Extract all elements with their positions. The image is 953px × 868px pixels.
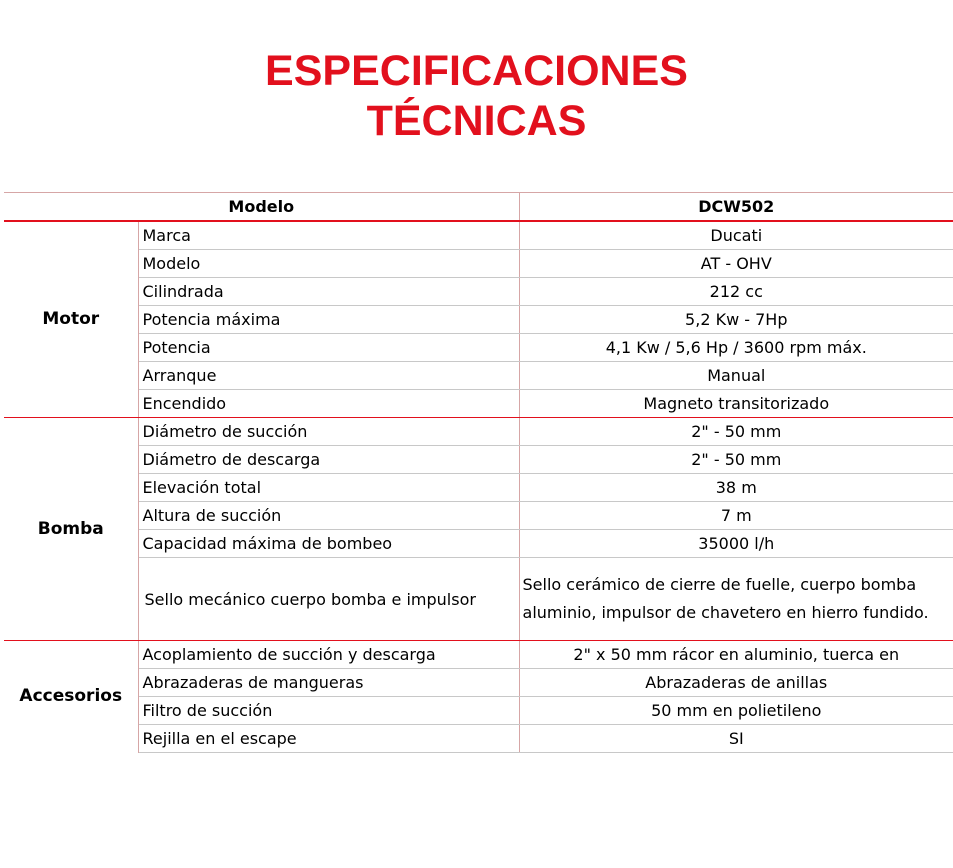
- spec-attribute: Marca: [138, 221, 519, 250]
- spec-attribute: Altura de succión: [138, 502, 519, 530]
- spec-value: 7 m: [519, 502, 953, 530]
- specifications-table: [4, 192, 953, 753]
- table-row: [4, 334, 953, 362]
- group-label-accesorios: Accesorios: [4, 641, 138, 753]
- spec-attribute: Sello mecánico cuerpo bomba e impulsor: [138, 558, 519, 641]
- spec-attribute: Encendido: [138, 390, 519, 418]
- table-row: [4, 725, 953, 753]
- table-row: [4, 250, 953, 278]
- title-line-2: TÉCNICAS: [366, 97, 587, 145]
- spec-attribute: Acoplamiento de succión y descarga: [138, 641, 519, 669]
- header-model-value: DCW502: [519, 193, 953, 222]
- spec-value: 5,2 Kw - 7Hp: [519, 306, 953, 334]
- table-row: [4, 474, 953, 502]
- group-label-bomba: Bomba: [4, 418, 138, 641]
- table-row: [4, 530, 953, 558]
- spec-value: 50 mm en polietileno: [519, 697, 953, 725]
- table-row: [4, 390, 953, 418]
- spec-value: SI: [519, 725, 953, 753]
- spec-value: 212 cc: [519, 278, 953, 306]
- spec-value: Abrazaderas de anillas: [519, 669, 953, 697]
- spec-value: Manual: [519, 362, 953, 390]
- table-row: [4, 697, 953, 725]
- spec-value: Magneto transitorizado: [519, 390, 953, 418]
- spec-value: 2" - 50 mm: [519, 418, 953, 446]
- spec-attribute: Modelo: [138, 250, 519, 278]
- table-header-row: [4, 193, 953, 222]
- table-row: [4, 558, 953, 641]
- table-row: [4, 306, 953, 334]
- spec-attribute: Diámetro de succión: [138, 418, 519, 446]
- spec-attribute: Abrazaderas de mangueras: [138, 669, 519, 697]
- spec-attribute: Rejilla en el escape: [138, 725, 519, 753]
- spec-attribute: Diámetro de descarga: [138, 446, 519, 474]
- spec-value: 4,1 Kw / 5,6 Hp / 3600 rpm máx.: [519, 334, 953, 362]
- spec-attribute: Capacidad máxima de bombeo: [138, 530, 519, 558]
- table-row: [4, 446, 953, 474]
- spec-value: AT - OHV: [519, 250, 953, 278]
- header-model-label: Modelo: [4, 193, 519, 222]
- table-row: [4, 362, 953, 390]
- spec-attribute: Cilindrada: [138, 278, 519, 306]
- table-row: [4, 669, 953, 697]
- spec-value: 35000 l/h: [519, 530, 953, 558]
- spec-value: Sello cerámico de cierre de fuelle, cuerpo bomba aluminio, impulsor de chavetero en hierro fundido.: [519, 558, 953, 641]
- spec-value: 2" - 50 mm: [519, 446, 953, 474]
- spec-attribute: Elevación total: [138, 474, 519, 502]
- table-row: [4, 278, 953, 306]
- spec-attribute: Potencia: [138, 334, 519, 362]
- table-row: [4, 221, 953, 250]
- table-row: [4, 502, 953, 530]
- spec-value: 2" x 50 mm rácor en aluminio, tuerca en: [519, 641, 953, 669]
- group-label-motor: Motor: [4, 221, 138, 418]
- spec-attribute: Arranque: [138, 362, 519, 390]
- spec-attribute: Potencia máxima: [138, 306, 519, 334]
- spec-value: 38 m: [519, 474, 953, 502]
- table-row: [4, 418, 953, 446]
- page-title: [0, 46, 953, 146]
- title-line-1: ESPECIFICACIONES: [265, 47, 688, 95]
- table-row: [4, 641, 953, 669]
- spec-value: Ducati: [519, 221, 953, 250]
- spec-attribute: Filtro de succión: [138, 697, 519, 725]
